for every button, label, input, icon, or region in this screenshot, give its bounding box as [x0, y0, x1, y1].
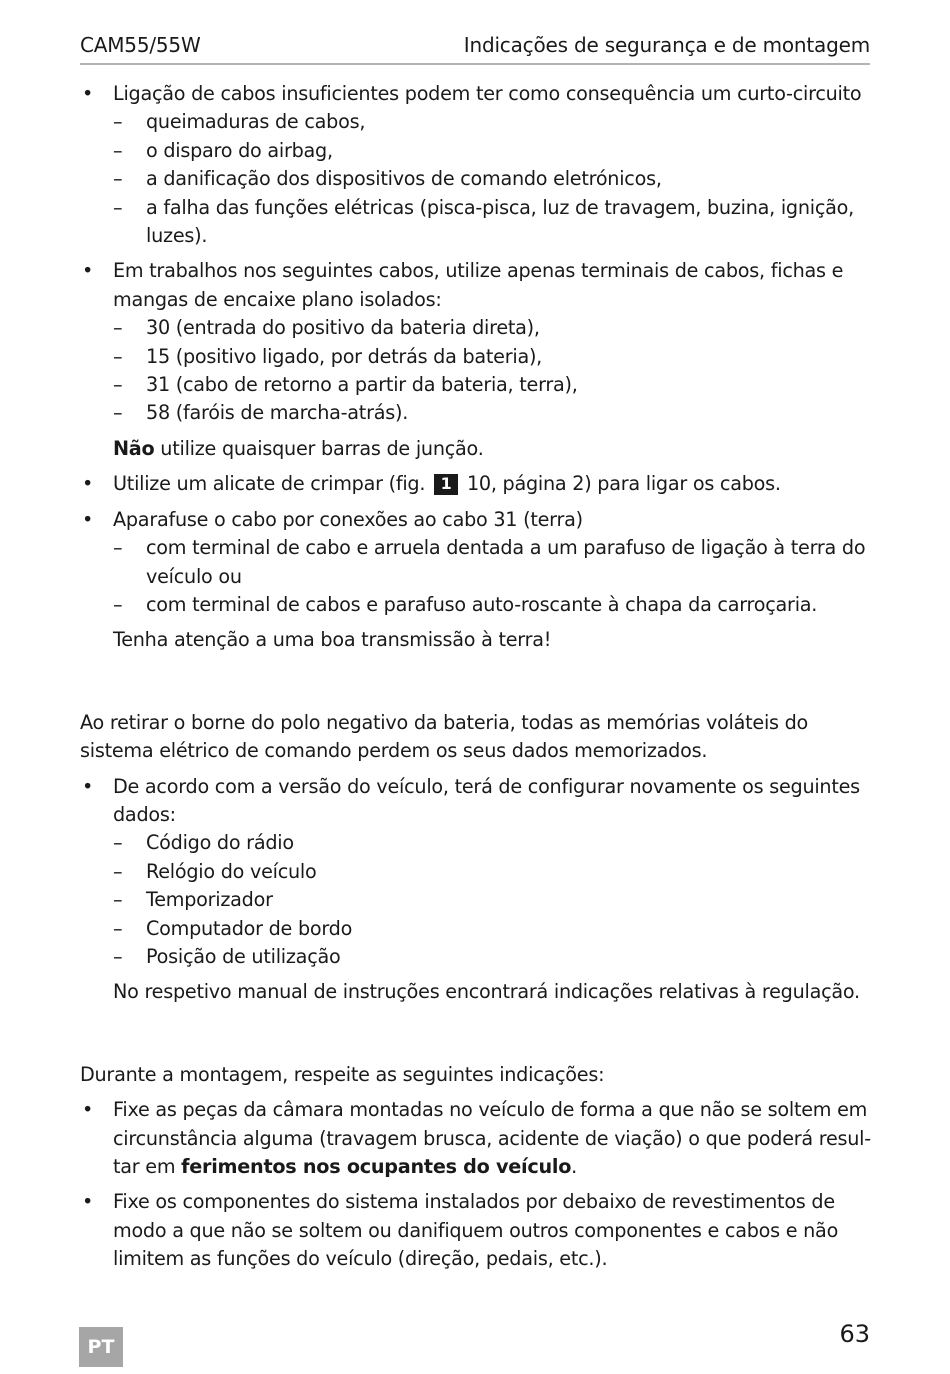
dash-item-text: 30 (entrada do positivo da bateria direta), [146, 316, 540, 340]
bullet-text-pre: Fixe as peças da câmara montadas no veículo de forma a que não se soltem em circunstância alguma (travagem brusca, acidente de viação) o que poderá resul-tar em [113, 1098, 871, 1178]
dash-item-text: Relógio do veículo [146, 859, 317, 883]
dash-item [113, 108, 875, 136]
note-bold: Não [113, 436, 155, 460]
page-content [80, 80, 875, 1281]
bullet-marker: • [82, 774, 94, 798]
bullet-text: Em trabalhos nos seguintes cabos, utilize apenas terminais de cabos, fichas e mangas de encaixe plano isolados: [113, 259, 844, 311]
dash-marker: – [113, 195, 123, 219]
dash-marker: – [113, 536, 123, 560]
bullet-text-pre: Utilize um alicate de crimpar (fig. [113, 472, 426, 496]
dash-item [113, 829, 875, 857]
dash-item-text: com terminal de cabos e parafuso auto-roscante à chapa da carroçaria. [146, 592, 818, 616]
bullet-reconfigure-data [80, 773, 875, 972]
bullet-ground-connection [80, 506, 875, 620]
bullet-insulated-terminals [80, 257, 875, 427]
bullet-crimping-pliers [80, 470, 875, 498]
bullet-marker: • [82, 472, 94, 496]
bullet-marker: • [82, 507, 94, 531]
bullet-text: De acordo com a versão do veículo, terá de configurar novamente os seguintes dados: [113, 774, 860, 826]
note-no-junction-bars [80, 435, 875, 463]
language-badge: PT [79, 1327, 123, 1367]
figure-reference-badge: 1 [434, 474, 458, 495]
bullet-text-post: . [571, 1155, 578, 1178]
dash-item-text: com terminal de cabo e arruela dentada a um parafuso de ligação à terra do veículo ou [146, 536, 866, 588]
dash-item [113, 371, 875, 399]
dash-item-text: Posição de utilização [146, 944, 341, 968]
page-number: 63 [839, 1320, 870, 1348]
dash-item [113, 858, 875, 886]
bullet-text-post: 10, página 2) para ligar os cabos. [466, 472, 781, 496]
section-gap [80, 1014, 875, 1061]
dash-item-text: 31 (cabo de retorno a partir da bateria, terra), [146, 373, 578, 397]
dash-item-text: a danificação dos dispositivos de comando eletrónicos, [146, 167, 662, 191]
bullet-marker: • [82, 259, 94, 283]
dash-marker: – [113, 373, 123, 397]
dash-marker: – [113, 138, 123, 162]
dash-item [113, 165, 875, 193]
dash-item-text: a falha das funções elétricas (pisca-pisca, luz de travagem, buzina, ignição, luzes). [146, 195, 855, 248]
note-manual-reference: No respetivo manual de instruções encontrará indicações relativas à regulação. [113, 980, 860, 1004]
dash-item [113, 194, 875, 251]
dash-marker: – [113, 831, 123, 855]
dash-marker: – [113, 916, 123, 940]
section-gap [80, 662, 875, 709]
bullet-text-bold: ferimentos nos ocupantes do veículo [181, 1155, 572, 1178]
dash-item [113, 915, 875, 943]
dash-item-text: queimaduras de cabos, [146, 110, 366, 134]
dash-item-text: 58 (faróis de marcha-atrás). [146, 401, 409, 425]
dash-item [113, 886, 875, 914]
dash-marker: – [113, 167, 123, 191]
dash-item-text: Computador de bordo [146, 916, 353, 940]
dash-marker: – [113, 316, 123, 340]
bullet-text: Aparafuse o cabo por conexões ao cabo 31 (terra) [113, 507, 583, 531]
header-section-title: Indicações de segurança e de montagem [463, 33, 870, 57]
battery-intro-paragraph: Ao retirar o borne do polo negativo da bateria, todas as memórias voláteis do sistema elétrico de comando perdem os seus dados memorizados. [80, 710, 809, 763]
dash-item [113, 591, 875, 619]
bullet-cable-connections [80, 80, 875, 250]
bullet-text: Ligação de cabos insuficientes podem ter como consequência um curto-circuito [113, 82, 862, 105]
dash-marker: – [113, 592, 123, 616]
dash-marker: – [113, 110, 123, 134]
dash-marker: – [113, 859, 123, 883]
note-ground-transmission: Tenha atenção a uma boa transmissão à terra! [113, 628, 552, 652]
dash-item-text: 15 (positivo ligado, por detrás da bateria), [146, 344, 543, 368]
dash-item [113, 534, 875, 591]
page-header [80, 30, 870, 65]
dash-item [113, 943, 875, 971]
dash-item-text: Código do rádio [146, 831, 294, 855]
note-text: utilize quaisquer barras de junção. [154, 436, 484, 460]
bullet-marker: • [82, 1098, 94, 1122]
bullet-fix-components [80, 1188, 875, 1273]
dash-marker: – [113, 888, 123, 912]
dash-item [113, 343, 875, 371]
mounting-intro-paragraph: Durante a montagem, respeite as seguintes indicações: [80, 1062, 605, 1086]
dash-item [113, 314, 875, 342]
bullet-marker: • [82, 1190, 94, 1214]
header-model: CAM55/55W [80, 33, 201, 57]
dash-marker: – [113, 944, 123, 968]
dash-item [113, 399, 875, 427]
bullet-fix-camera-parts [80, 1096, 875, 1181]
dash-marker: – [113, 344, 123, 368]
dash-item [113, 137, 875, 165]
dash-item-text: o disparo do airbag, [146, 138, 333, 162]
bullet-marker: • [82, 82, 94, 105]
dash-item-text: Temporizador [146, 888, 273, 912]
bullet-text: Fixe os componentes do sistema instalados por debaixo de revestimentos de modo a que não se soltem ou danifiquem outros componentes e cabos e não limitem as funções do veículo (direção, pedais, etc.). [113, 1190, 839, 1271]
dash-marker: – [113, 401, 123, 425]
